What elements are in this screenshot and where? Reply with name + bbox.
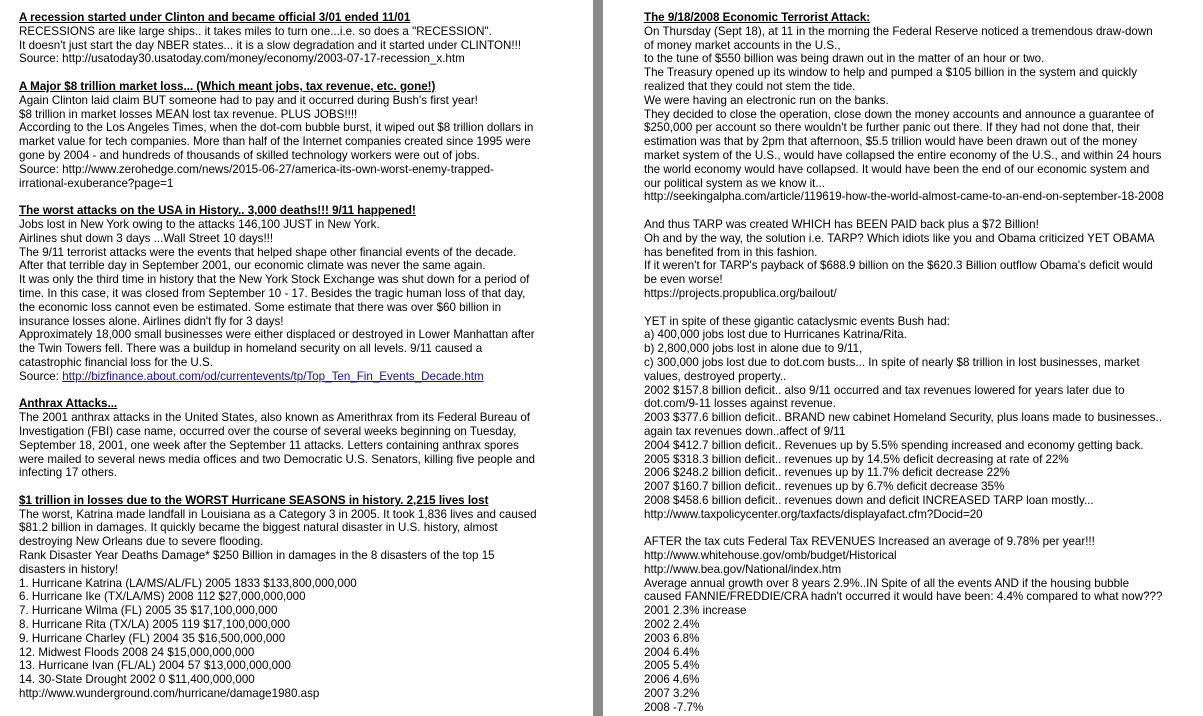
line-text: to the tune of $550 billion was being drawn out in the matter of an hour or two.: [644, 52, 1045, 66]
text-line: [644, 315, 1164, 329]
text-line: [644, 232, 1164, 246]
text-line: [19, 259, 537, 273]
text-line: [19, 121, 537, 135]
line-text: insurance losses alone. Airlines didn't fly for 3 days!: [19, 314, 284, 328]
line-text: http://www.whitehouse.gov/omb/budget/Historical: [644, 549, 897, 563]
text-line: [644, 508, 1164, 522]
text-line: [19, 149, 537, 163]
line-text: 2001 2.3% increase: [644, 604, 747, 618]
text-line: [19, 177, 537, 191]
text-line: [644, 604, 1164, 618]
line-text: disasters in history!: [19, 562, 119, 576]
line-text: Investigation (FBI) case name, occurred over the course of several weeks beginning on Tuesday,: [19, 424, 517, 438]
line-text: 2005 5.4%: [644, 659, 700, 673]
text-line: [644, 218, 1164, 232]
text-line: [644, 646, 1164, 660]
text-line: [644, 439, 1164, 453]
text-line: [644, 273, 1164, 287]
line-text: The worst attacks on the USA in History.. 3,000 deaths!!! 9/11 happened!: [19, 204, 416, 218]
text-line: [19, 687, 537, 701]
text-line: [19, 39, 537, 53]
text-line: [644, 190, 1164, 204]
line-text: 9. Hurricane Charley (FL) 2004 35 $16,500,000,000: [19, 631, 286, 645]
text-line: [644, 370, 1164, 384]
text-line: [644, 411, 1164, 425]
text-line: [19, 356, 537, 370]
text-line: [644, 618, 1164, 632]
line-text: Rank Disaster Year Deaths Damage* $250 Billion in damages in the 8 disasters of the top 15: [19, 549, 495, 563]
line-text: infecting 17 others.: [19, 466, 117, 480]
text-line: [19, 94, 537, 108]
line-text: 2007 $160.7 billion deficit.. revenues up by 6.7% deficit decrease 35%: [644, 480, 1005, 494]
text-line: [644, 687, 1164, 701]
text-line: [19, 466, 537, 480]
text-line: [644, 577, 1164, 591]
line-text: 2003 6.8%: [644, 631, 700, 645]
paragraph-gap: [19, 384, 537, 398]
text-line: [19, 218, 537, 232]
paragraph-gap: [19, 480, 537, 494]
line-text: 14. 30-State Drought 2002 0 $11,400,000,000: [19, 673, 255, 687]
text-line: [644, 80, 1164, 94]
line-text: On Thursday (Sept 18), at 11 in the morning the Federal Reserve noticed a tremendous draw-down: [644, 24, 1153, 38]
line-text: They decided to close the operation, close down the money accounts and announce a guarantee of: [644, 107, 1154, 121]
text-line: [19, 577, 537, 591]
text-line: [19, 25, 537, 39]
text-line: [19, 246, 537, 260]
line-text: Average annual growth over 8 years 2.9%..IN Spite of all the events AND if the housing bubble: [644, 576, 1130, 590]
line-text: b) 2,800,000 jobs lost in alone due to 9/11,: [644, 342, 863, 356]
text-line: [644, 25, 1164, 39]
line-text: 2007 3.2%: [644, 687, 700, 701]
line-text: catastrophic financial loss for the U.S.: [19, 355, 213, 369]
text-line: [19, 590, 537, 604]
text-line: [644, 453, 1164, 467]
line-text: Again Clinton laid claim BUT someone had to pay and it occurred during Bush's first year!: [19, 93, 478, 107]
text-line: [644, 342, 1164, 356]
line-text: 12. Midwest Floods 2008 24 $15,000,000,000: [19, 645, 255, 659]
line-text: the Twin Towers fell. There was a buildup in homeland security on all levels. 9/11 caused a: [19, 342, 483, 356]
text-line: [19, 52, 537, 66]
line-text: And thus TARP was created WHICH has BEEN PAID back plus a $72 Billion!: [644, 217, 1039, 231]
line-text: the world economy would have collapsed. It would have been the end of our economic system and: [644, 162, 1150, 176]
right-column-text: [644, 11, 1164, 715]
text-line: [644, 356, 1164, 370]
line-text: caused FANNIE/FREDDIE/CRA hadn't occurred it would have been: 4.4% compared to what now???: [644, 590, 1163, 604]
line-text: The 9/18/2008 Economic Terrorist Attack:: [644, 11, 871, 24]
text-line: [19, 453, 537, 467]
text-line: [19, 549, 537, 563]
line-text: 2006 $248.2 billion deficit.. revenues up by 11.7% deficit decrease 22%: [644, 466, 1010, 480]
text-line: [644, 563, 1164, 577]
line-text: http://www.bea.gov/National/index.htm: [644, 562, 842, 576]
line-text: AFTER the tax cuts Federal Tax REVENUES Increased an average of 9.78% per year!!!: [644, 535, 1095, 549]
text-line: [644, 480, 1164, 494]
line-text: http://seekingalpha.com/article/119619-how-the-world-almost-came-to-an-end-on-september-18-2008: [644, 190, 1164, 204]
text-line: [19, 659, 537, 673]
line-text: 2008 -7.7%: [644, 700, 704, 714]
text-line: [644, 535, 1164, 549]
line-text: c) 300,000 jobs lost due to dot.com busts... In spite of nearly $8 trillion in lost businesses, market: [644, 355, 1140, 369]
text-line: [644, 397, 1164, 411]
text-line: [644, 384, 1164, 398]
line-text: A Major $8 trillion market loss... (Which meant jobs, tax revenue, etc. gone!): [19, 79, 436, 93]
text-line: [19, 439, 537, 453]
text-line: [644, 673, 1164, 687]
line-text: 13. Hurricane Ivan (FL/AL) 2004 57 $13,000,000,000: [19, 659, 291, 673]
text-line: [19, 135, 537, 149]
line-text: a) 400,000 jobs lost due to Hurricanes Katrina/Rita.: [644, 328, 907, 342]
section-heading: [19, 80, 537, 94]
line-text: RECESSIONS are like large ships.. it takes miles to turn one...i.e. so does a "RECESSION".: [19, 24, 492, 38]
line-text: http://www.wunderground.com/hurricane/damage1980.asp: [19, 687, 320, 701]
line-text: our political system as we know it...: [644, 176, 826, 190]
left-page: [0, 0, 593, 716]
text-line: [19, 411, 537, 425]
line-text: values, destroyed property..: [644, 369, 787, 383]
text-line: [644, 246, 1164, 260]
text-line: [644, 328, 1164, 342]
text-line: [644, 287, 1164, 301]
line-text: time. In this case, it was closed from September 10 - 17. Besides the tragic human loss of that day,: [19, 286, 526, 300]
line-text: dot.com/9-11 losses against revenue.: [644, 397, 836, 411]
line-text: Jobs lost in New York owing to the attacks 146,100 JUST in New York.: [19, 217, 380, 231]
line-text: 2005 $318.3 billion deficit.. revenues up by 14.5% deficit decreasing at rate of 22%: [644, 452, 1069, 466]
text-line: [19, 370, 537, 384]
line-text: 2002 2.4%: [644, 618, 700, 632]
line-text: The 2001 anthrax attacks in the United States, also known as Amerithrax from its Federal Bureau of: [19, 411, 531, 425]
text-line: [644, 66, 1164, 80]
line-text: Airlines shut down 3 days ...Wall Street 10 days!!!: [19, 231, 274, 245]
line-text: Source:: [19, 369, 63, 383]
text-line: [644, 701, 1164, 715]
text-line: [644, 466, 1164, 480]
line-text: Source: http://www.zerohedge.com/news/2015-06-27/america-its-own-worst-enemy-trapped-: [19, 162, 494, 176]
line-text: A recession started under Clinton and became official 3/01 ended 11/01: [19, 11, 411, 24]
line-text: 2004 6.4%: [644, 645, 700, 659]
line-text: $81.2 billion in damages. It quickly became the biggest natural disaster in U.S. history, almost: [19, 521, 498, 535]
text-line: [19, 301, 537, 315]
line-text: 8. Hurricane Rita (TX/LA) 2005 119 $17,100,000,000: [19, 618, 291, 632]
text-line: [19, 535, 537, 549]
text-line: [644, 632, 1164, 646]
text-line: [19, 328, 537, 342]
text-line: [644, 549, 1164, 563]
line-text: 2003 $377.6 billion deficit.. BRAND new cabinet Homeland Security, plus loans made to businesses..: [644, 411, 1162, 425]
page-divider: [593, 0, 603, 716]
text-line: [644, 259, 1164, 273]
line-text: 2002 $157.8 billion deficit.. also 9/11 occurred and tax revenues lowered for years later due to: [644, 383, 1125, 397]
line-text: $8 trillion in market losses MEAN lost tax revenue. PLUS JOBS!!!!: [19, 107, 358, 121]
section-heading: [19, 204, 537, 218]
section-heading: [644, 11, 1164, 25]
paragraph-gap: [644, 204, 1164, 218]
line-text: YET in spite of these gigantic cataclysmic events Bush had:: [644, 314, 950, 328]
line-text: market system of the U.S., would have collapsed the entire economy of the U.S., and within 24 hours: [644, 148, 1162, 162]
text-line: [19, 521, 537, 535]
line-text: $250,000 per account so there wouldn't be further panic out there. If they had not done that, their: [644, 121, 1140, 135]
text-line: [644, 135, 1164, 149]
text-line: [19, 273, 537, 287]
text-line: [19, 508, 537, 522]
left-column-text: [19, 11, 537, 701]
paragraph-gap: [644, 521, 1164, 535]
text-line: [19, 232, 537, 246]
text-line: [644, 94, 1164, 108]
line-text: were mailed to several news media offices and two Democratic U.S. Senators, killing five people and: [19, 452, 535, 466]
text-line: [19, 342, 537, 356]
text-line: [19, 287, 537, 301]
line-text: After that terrible day in September 2001, our economic climate was never the same again.: [19, 259, 486, 273]
text-line: [19, 632, 537, 646]
text-line: [644, 149, 1164, 163]
text-line: [644, 177, 1164, 191]
text-line: [644, 108, 1164, 122]
text-line: [19, 673, 537, 687]
line-text: 2006 4.6%: [644, 673, 700, 687]
text-line: [19, 108, 537, 122]
line-text: be even worse!: [644, 273, 723, 287]
line-text: If it weren't for TARP's payback of $688.9 billion on the $620.3 Billion outflow Obama's deficit would: [644, 259, 1153, 273]
text-line: [19, 618, 537, 632]
text-line: [644, 659, 1164, 673]
line-text: http://www.taxpolicycenter.org/taxfacts/displayafact.cfm?Docid=20: [644, 507, 983, 521]
line-text: We were having an electronic run on the banks.: [644, 93, 889, 107]
section-heading: [19, 494, 537, 508]
paragraph-gap: [19, 66, 537, 80]
line-text: market value for tech companies. More than half of the Internet companies created since 1995 were: [19, 135, 531, 149]
line-text: Approximately 18,000 small businesses were either displaced or destroyed in Lower Manhattan after: [19, 328, 535, 342]
text-line: [19, 163, 537, 177]
line-text: estimation was that by 2pm that afternoon, $5.5 trillion would have been drawn out of the money: [644, 135, 1138, 149]
line-text: 1. Hurricane Katrina (LA/MS/AL/FL) 2005 1833 $133,800,000,000: [19, 576, 357, 590]
line-text: has benefited from in this fashion.: [644, 245, 818, 259]
line-text: of money market accounts in the U.S.,: [644, 38, 841, 52]
line-text: Oh and by the way, the solution i.e. TARP? Which idiots like you and Obama criticized YET OBAMA: [644, 231, 1155, 245]
line-text: The Treasury opened up its window to help and pumped a $105 billion in the system and quickly: [644, 66, 1138, 80]
line-text: September 18, 2001, one week after the September 11 attacks. Letters containing anthrax spores: [19, 438, 519, 452]
line-text: $1 trillion in losses due to the WORST Hurricane SEASONS in history. 2,215 lives lost: [19, 493, 489, 507]
line-text: It doesn't just start the day NBER states... it is a slow degradation and it started under CLINTON!!!: [19, 38, 522, 52]
source-link[interactable]: http://bizfinance.about.com/od/currentevents/tp/Top_Ten_Fin_Events_Decade.htm: [62, 369, 484, 383]
text-line: [19, 646, 537, 660]
line-text: Anthrax Attacks...: [19, 397, 118, 411]
line-text: Source: http://usatoday30.usatoday.com/money/economy/2003-07-17-recession_x.htm: [19, 52, 465, 66]
text-line: [19, 425, 537, 439]
line-text: destroying New Orleans due to severe flooding.: [19, 535, 264, 549]
line-text: 2008 $458.6 billion deficit.. revenues down and deficit INCREASED TARP loan mostly...: [644, 493, 1094, 507]
line-text: 7. Hurricane Wilma (FL) 2005 35 $17,100,000,000: [19, 604, 278, 618]
line-text: gone by 2004 - and hundreds of thousands of skilled technology workers were out of jobs.: [19, 148, 480, 162]
text-line: [19, 315, 537, 329]
text-line: [644, 425, 1164, 439]
text-line: [644, 52, 1164, 66]
line-text: The 9/11 terrorist attacks were the events that helped shape other financial events of the decade.: [19, 245, 517, 259]
line-text: The worst, Katrina made landfall in Louisiana as a Category 3 in 2005. It took 1,836 lives and caused: [19, 507, 537, 521]
line-text: 2004 $412.7 billion deficit.. Revenues up by 5.5% spending increased and economy getting back.: [644, 438, 1144, 452]
line-text: According to the Los Angeles Times, when the dot-com bubble burst, it wiped out $8 trillion dollars in: [19, 121, 534, 135]
text-line: [644, 163, 1164, 177]
text-line: [644, 590, 1164, 604]
line-text: the economic loss cannot even be estimated. Some estimate that there was over $60 billion in: [19, 300, 502, 314]
line-text: realized that they could not stem the tide.: [644, 79, 856, 93]
line-text: https://projects.propublica.org/bailout/: [644, 286, 837, 300]
line-text: It was only the third time in history that the New York Stock Exchange was shut down for a period of: [19, 273, 530, 287]
text-line: [19, 563, 537, 577]
text-line: [19, 604, 537, 618]
text-line: [644, 494, 1164, 508]
paragraph-gap: [644, 301, 1164, 315]
right-page: [603, 0, 1203, 716]
text-line: [644, 121, 1164, 135]
text-line: [644, 39, 1164, 53]
section-heading: [19, 397, 537, 411]
line-text: 6. Hurricane Ike (TX/LA/MS) 2008 112 $27,000,000,000: [19, 590, 306, 604]
section-heading: [19, 11, 537, 25]
line-text: irrational-exuberance?page=1: [19, 176, 174, 190]
paragraph-gap: [19, 190, 537, 204]
line-text: again tax revenues down..affect of 9/11: [644, 424, 846, 438]
